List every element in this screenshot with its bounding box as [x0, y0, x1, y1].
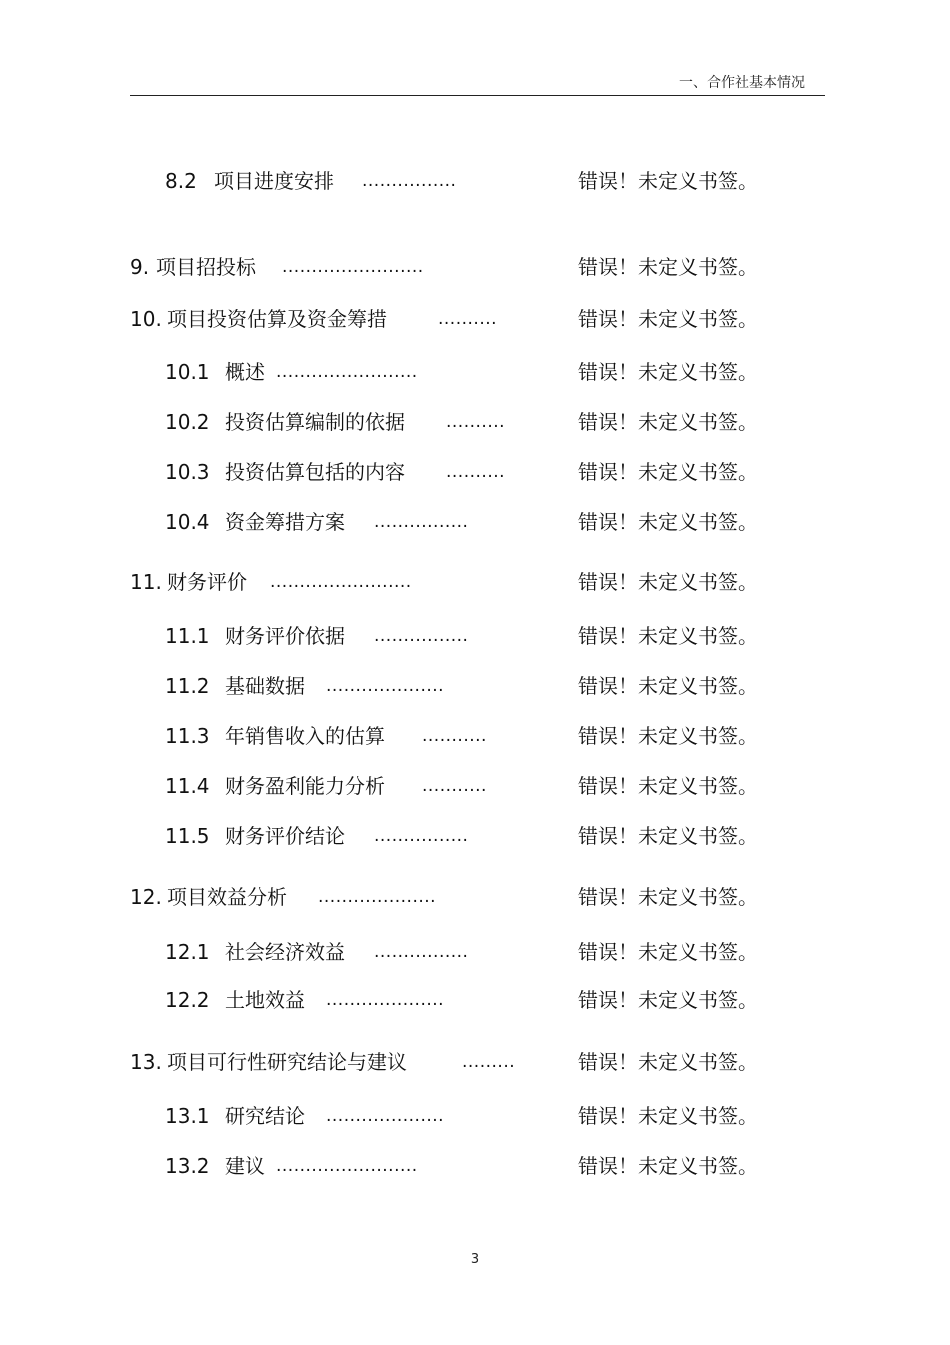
toc-number: 10.2: [165, 410, 210, 434]
toc-entry[interactable]: [0, 671, 950, 701]
toc-number: 13.2: [165, 1154, 210, 1178]
toc-leader: ..........: [438, 309, 498, 329]
toc-entry[interactable]: [0, 1151, 950, 1181]
toc-page-ref: 错误！未定义书签。: [578, 255, 758, 279]
toc-entry[interactable]: [0, 621, 950, 651]
toc-leader: ..........: [446, 412, 506, 432]
toc-leader: ....................: [326, 1106, 445, 1126]
toc-number: 10.3: [165, 460, 210, 484]
toc-page-ref: 错误！未定义书签。: [578, 510, 758, 534]
toc-page-ref: 错误！未定义书签。: [578, 885, 758, 909]
toc-number: 12.: [130, 885, 162, 909]
toc-leader: ....................: [326, 990, 445, 1010]
toc-leader: ................: [374, 626, 469, 646]
toc-leader: ................: [362, 171, 457, 191]
header-divider: [130, 95, 825, 96]
toc-entry[interactable]: [0, 985, 950, 1015]
toc-number: 11.4: [165, 774, 210, 798]
toc-number: 10.1: [165, 360, 210, 384]
toc-entry[interactable]: [0, 937, 950, 967]
toc-entry[interactable]: [0, 407, 950, 437]
toc-leader: ..........: [446, 462, 506, 482]
toc-page-ref: 错误！未定义书签。: [578, 307, 758, 331]
toc-page-ref: 错误！未定义书签。: [578, 460, 758, 484]
toc-leader: ...........: [422, 726, 487, 746]
toc-leader: ........................: [276, 362, 418, 382]
toc-entry[interactable]: [0, 457, 950, 487]
toc-entry[interactable]: [0, 821, 950, 851]
toc-entry[interactable]: [0, 507, 950, 537]
toc-number: 9.: [130, 255, 150, 279]
toc-leader: ........................: [282, 257, 424, 277]
toc-title: 财务评价: [167, 570, 247, 594]
toc-number: 12.2: [165, 988, 210, 1012]
toc-title: 研究结论: [225, 1104, 305, 1128]
toc-number: 11.: [130, 570, 162, 594]
toc-entry[interactable]: [0, 882, 950, 912]
toc-title: 资金筹措方案: [225, 510, 345, 534]
toc-number: 11.1: [165, 624, 210, 648]
toc-leader: .........: [462, 1052, 516, 1072]
toc-title: 土地效益: [225, 988, 305, 1012]
toc-leader: ....................: [318, 887, 437, 907]
toc-leader: ........................: [276, 1156, 418, 1176]
toc-leader: ...........: [422, 776, 487, 796]
toc-title: 项目可行性研究结论与建议: [167, 1050, 407, 1074]
toc-title: 项目投资估算及资金筹措: [167, 307, 387, 331]
toc-title: 项目效益分析: [167, 885, 287, 909]
toc-leader: ................: [374, 512, 469, 532]
toc-entry[interactable]: [0, 304, 950, 334]
toc-entry[interactable]: [0, 1101, 950, 1131]
toc-title: 财务评价依据: [225, 624, 345, 648]
toc-number: 13.: [130, 1050, 162, 1074]
toc-page-ref: 错误！未定义书签。: [578, 570, 758, 594]
toc-leader: ................: [374, 942, 469, 962]
toc-title: 建议: [225, 1154, 265, 1178]
toc-entry[interactable]: [0, 1047, 950, 1077]
toc-leader: ................: [374, 826, 469, 846]
toc-page-ref: 错误！未定义书签。: [578, 774, 758, 798]
toc-number: 12.1: [165, 940, 210, 964]
toc-title: 社会经济效益: [225, 940, 345, 964]
toc-leader: ....................: [326, 676, 445, 696]
toc-number: 11.5: [165, 824, 210, 848]
toc-page-ref: 错误！未定义书签。: [578, 624, 758, 648]
toc-number: 10.4: [165, 510, 210, 534]
toc-page-ref: 错误！未定义书签。: [578, 1104, 758, 1128]
toc-page-ref: 错误！未定义书签。: [578, 360, 758, 384]
toc-title: 财务盈利能力分析: [225, 774, 385, 798]
toc-number: 13.1: [165, 1104, 210, 1128]
toc-page-ref: 错误！未定义书签。: [578, 674, 758, 698]
toc-page-ref: 错误！未定义书签。: [578, 988, 758, 1012]
toc-title: 财务评价结论: [225, 824, 345, 848]
toc-entry[interactable]: [0, 771, 950, 801]
chapter-header: 一、合作社基本情况: [679, 75, 805, 91]
toc-page-ref: 错误！未定义书签。: [578, 724, 758, 748]
toc-leader: ........................: [270, 572, 412, 592]
toc-page-ref: 错误！未定义书签。: [578, 940, 758, 964]
toc-page-ref: 错误！未定义书签。: [578, 824, 758, 848]
toc-number: 10.: [130, 307, 162, 331]
toc-page-ref: 错误！未定义书签。: [578, 1154, 758, 1178]
toc-number: 11.3: [165, 724, 210, 748]
toc-page-ref: 错误！未定义书签。: [578, 169, 758, 193]
page-number: 3: [470, 1252, 480, 1267]
toc-entry[interactable]: [0, 721, 950, 751]
toc-title: 概述: [225, 360, 265, 384]
toc-title: 投资估算包括的内容: [225, 460, 405, 484]
toc-entry[interactable]: [0, 567, 950, 597]
toc-title: 年销售收入的估算: [225, 724, 385, 748]
toc-page-ref: 错误！未定义书签。: [578, 1050, 758, 1074]
toc-entry[interactable]: [0, 166, 950, 196]
toc-entry[interactable]: [0, 357, 950, 387]
toc-title: 项目进度安排: [214, 169, 334, 193]
toc-entry[interactable]: [0, 252, 950, 282]
toc-title: 投资估算编制的依据: [225, 410, 405, 434]
toc-title: 基础数据: [225, 674, 305, 698]
toc-number: 11.2: [165, 674, 210, 698]
toc-number: 8.2: [165, 169, 197, 193]
toc-title: 项目招投标: [156, 255, 256, 279]
toc-page-ref: 错误！未定义书签。: [578, 410, 758, 434]
